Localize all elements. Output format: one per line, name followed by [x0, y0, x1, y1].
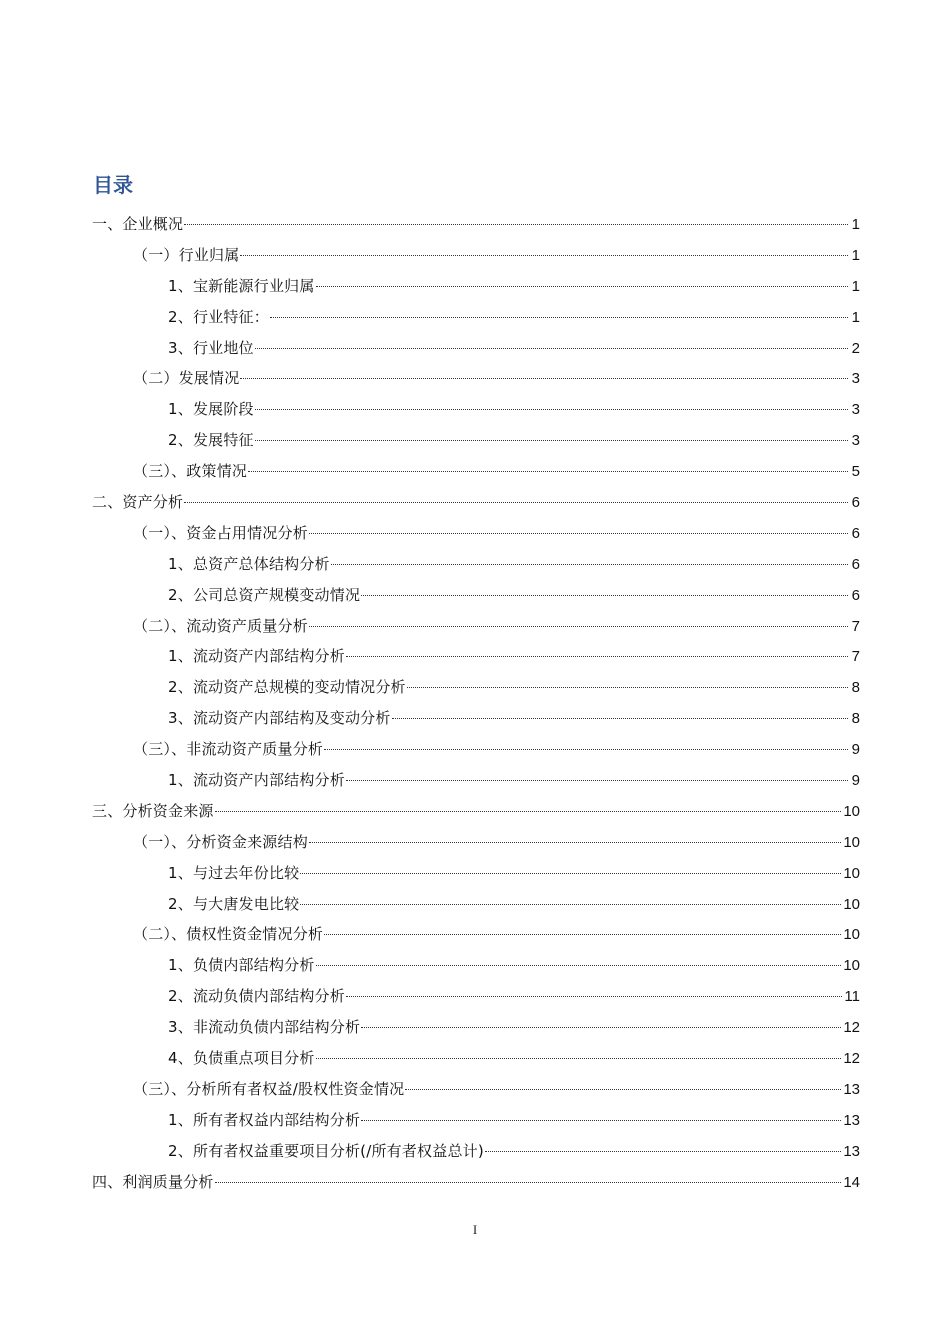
- toc-dot-leader: [248, 471, 848, 472]
- toc-entry-page-number: 9: [851, 741, 860, 759]
- toc-entry-page-number: 6: [851, 586, 860, 604]
- toc-entry-label: （一）、资金占用情况分析: [133, 523, 308, 542]
- toc-dot-leader: [405, 1089, 841, 1090]
- toc-dot-leader: [255, 440, 848, 441]
- toc-entry[interactable]: [92, 456, 860, 487]
- toc-entry[interactable]: [92, 549, 860, 580]
- toc-entry-label: 2、发展特征: [168, 431, 254, 450]
- toc-entry-page-number: 6: [851, 524, 860, 542]
- toc-entry-label: 三、分析资金来源: [92, 801, 214, 820]
- toc-entry[interactable]: [92, 363, 860, 394]
- toc-entry-page-number: 8: [851, 710, 860, 728]
- toc-dot-leader: [309, 533, 848, 534]
- toc-entry[interactable]: [92, 1074, 860, 1105]
- toc-entry[interactable]: [92, 1105, 860, 1136]
- toc-entry-page-number: 11: [844, 988, 860, 1006]
- toc-entry-label: （三）、非流动资产质量分析: [133, 740, 324, 759]
- toc-entry-label: （一）、分析资金来源结构: [133, 832, 308, 851]
- toc-entry-label: 2、与大唐发电比较: [168, 894, 300, 913]
- toc-entry-label: 四、利润质量分析: [92, 1172, 214, 1191]
- toc-entry-label: 1、与过去年份比较: [168, 863, 300, 882]
- toc-dot-leader: [184, 224, 848, 225]
- toc-entry[interactable]: [92, 487, 860, 518]
- toc-entry-label: （三）、政策情况: [133, 462, 248, 481]
- toc-entry-page-number: 1: [851, 216, 860, 233]
- toc-entry-page-number: 1: [851, 246, 860, 264]
- toc-entry[interactable]: [92, 302, 860, 333]
- toc-entry[interactable]: [92, 950, 860, 981]
- toc-entry[interactable]: [92, 271, 860, 302]
- toc-dot-leader: [324, 934, 841, 935]
- toc-dot-leader: [184, 502, 848, 503]
- toc-dot-leader: [407, 687, 848, 688]
- toc-entry-page-number: 3: [851, 401, 860, 419]
- toc-dot-leader: [240, 255, 848, 256]
- toc-entry[interactable]: [92, 580, 860, 611]
- toc-entry-label: 1、负债内部结构分析: [168, 956, 315, 975]
- toc-dot-leader: [346, 656, 848, 657]
- toc-dot-leader: [485, 1151, 841, 1152]
- toc-entry[interactable]: [92, 1012, 860, 1043]
- table-of-contents: [92, 209, 860, 1198]
- toc-entry-label: 二、资产分析: [92, 493, 184, 512]
- toc-dot-leader: [346, 996, 842, 997]
- toc-dot-leader: [215, 811, 842, 812]
- toc-entry[interactable]: [92, 889, 860, 920]
- toc-entry[interactable]: [92, 765, 860, 796]
- toc-entry-page-number: 1: [851, 277, 860, 295]
- toc-entry[interactable]: [92, 240, 860, 271]
- toc-dot-leader: [331, 564, 848, 565]
- toc-entry-label: 2、公司总资产规模变动情况: [168, 585, 361, 604]
- toc-entry-label: （二）、流动资产质量分析: [133, 616, 308, 635]
- toc-entry-label: 1、总资产总体结构分析: [168, 554, 330, 573]
- toc-entry-page-number: 9: [851, 772, 860, 790]
- toc-dot-leader: [316, 286, 848, 287]
- footer-page-number: I: [472, 1222, 478, 1237]
- toc-dot-leader: [255, 348, 848, 349]
- toc-entry-page-number: 10: [843, 926, 860, 944]
- toc-entry-page-number: 10: [843, 864, 860, 882]
- toc-dot-leader: [255, 409, 848, 410]
- toc-entry[interactable]: [92, 672, 860, 703]
- toc-entry[interactable]: [92, 796, 860, 827]
- toc-dot-leader: [309, 626, 848, 627]
- toc-dot-leader: [324, 749, 848, 750]
- toc-entry-page-number: 13: [843, 1080, 860, 1098]
- toc-entry-page-number: 14: [843, 1173, 860, 1191]
- toc-entry-page-number: 10: [843, 833, 860, 851]
- toc-dot-leader: [346, 780, 848, 781]
- toc-dot-leader: [309, 842, 841, 843]
- toc-entry-label: （二）、债权性资金情况分析: [133, 925, 324, 944]
- toc-entry-label: 3、行业地位: [168, 338, 254, 357]
- toc-entry-page-number: 8: [851, 679, 860, 697]
- toc-entry[interactable]: [92, 641, 860, 672]
- toc-entry[interactable]: [92, 1136, 860, 1167]
- toc-entry-page-number: 13: [843, 1142, 860, 1160]
- toc-entry[interactable]: [92, 703, 860, 734]
- toc-entry-label: 1、所有者权益内部结构分析: [168, 1110, 361, 1129]
- toc-entry-label: 2、行业特征：: [168, 307, 269, 326]
- toc-dot-leader: [240, 378, 848, 379]
- toc-entry-label: 3、流动资产内部结构及变动分析: [168, 709, 391, 728]
- toc-entry-label: 1、流动资产内部结构分析: [168, 647, 345, 666]
- toc-entry-label: （一）行业归属: [133, 245, 240, 264]
- toc-dot-leader: [300, 873, 841, 874]
- toc-entry[interactable]: [92, 858, 860, 889]
- toc-dot-leader: [361, 1120, 841, 1121]
- toc-entry-label: 2、流动负债内部结构分析: [168, 987, 345, 1006]
- toc-entry[interactable]: [92, 425, 860, 456]
- toc-entry-page-number: 13: [843, 1111, 860, 1129]
- toc-entry[interactable]: [92, 981, 860, 1012]
- toc-entry-label: 1、宝新能源行业归属: [168, 276, 315, 295]
- toc-entry-label: 一、企业概况: [92, 215, 184, 233]
- toc-dot-leader: [361, 1027, 841, 1028]
- toc-entry-page-number: 5: [851, 463, 860, 481]
- toc-entry[interactable]: [92, 518, 860, 549]
- toc-entry-page-number: 12: [843, 1019, 860, 1037]
- toc-entry[interactable]: [92, 394, 860, 425]
- toc-entry[interactable]: [92, 827, 860, 858]
- toc-entry-page-number: 3: [851, 370, 860, 388]
- toc-entry-label: 2、流动资产总规模的变动情况分析: [168, 678, 406, 697]
- toc-entry[interactable]: [92, 919, 860, 950]
- toc-dot-leader: [316, 965, 842, 966]
- toc-title: 目录: [93, 173, 133, 197]
- toc-entry-label: 2、所有者权益重要项目分析(/所有者权益总计): [168, 1141, 484, 1160]
- toc-entry-page-number: 10: [843, 802, 860, 820]
- toc-dot-leader: [316, 1058, 842, 1059]
- toc-entry-page-number: 10: [843, 895, 860, 913]
- toc-entry-page-number: 6: [851, 555, 860, 573]
- toc-entry-page-number: 7: [851, 648, 860, 666]
- toc-entry-label: 1、发展阶段: [168, 400, 254, 419]
- toc-entry[interactable]: [92, 209, 860, 240]
- toc-entry[interactable]: [92, 1043, 860, 1074]
- toc-entry[interactable]: [92, 1167, 860, 1198]
- toc-entry-label: （二）发展情况: [133, 369, 240, 388]
- toc-dot-leader: [215, 1182, 842, 1183]
- toc-entry-page-number: 12: [843, 1050, 860, 1068]
- toc-entry-page-number: 6: [851, 494, 860, 512]
- toc-dot-leader: [392, 718, 848, 719]
- toc-entry-page-number: 1: [851, 308, 860, 326]
- toc-entry-label: 1、流动资产内部结构分析: [168, 771, 345, 790]
- toc-entry[interactable]: [92, 734, 860, 765]
- toc-entry-label: （三）、分析所有者权益/股权性资金情况: [133, 1079, 405, 1098]
- toc-entry[interactable]: [92, 611, 860, 642]
- toc-entry-page-number: 3: [851, 432, 860, 450]
- toc-dot-leader: [270, 317, 848, 318]
- toc-dot-leader: [361, 595, 848, 596]
- toc-entry-page-number: 7: [851, 617, 860, 635]
- toc-entry[interactable]: [92, 333, 860, 364]
- toc-dot-leader: [300, 904, 841, 905]
- toc-entry-page-number: 10: [843, 957, 860, 975]
- toc-entry-page-number: 2: [851, 339, 860, 357]
- toc-entry-label: 4、负债重点项目分析: [168, 1049, 315, 1068]
- toc-entry-label: 3、非流动负债内部结构分析: [168, 1018, 361, 1037]
